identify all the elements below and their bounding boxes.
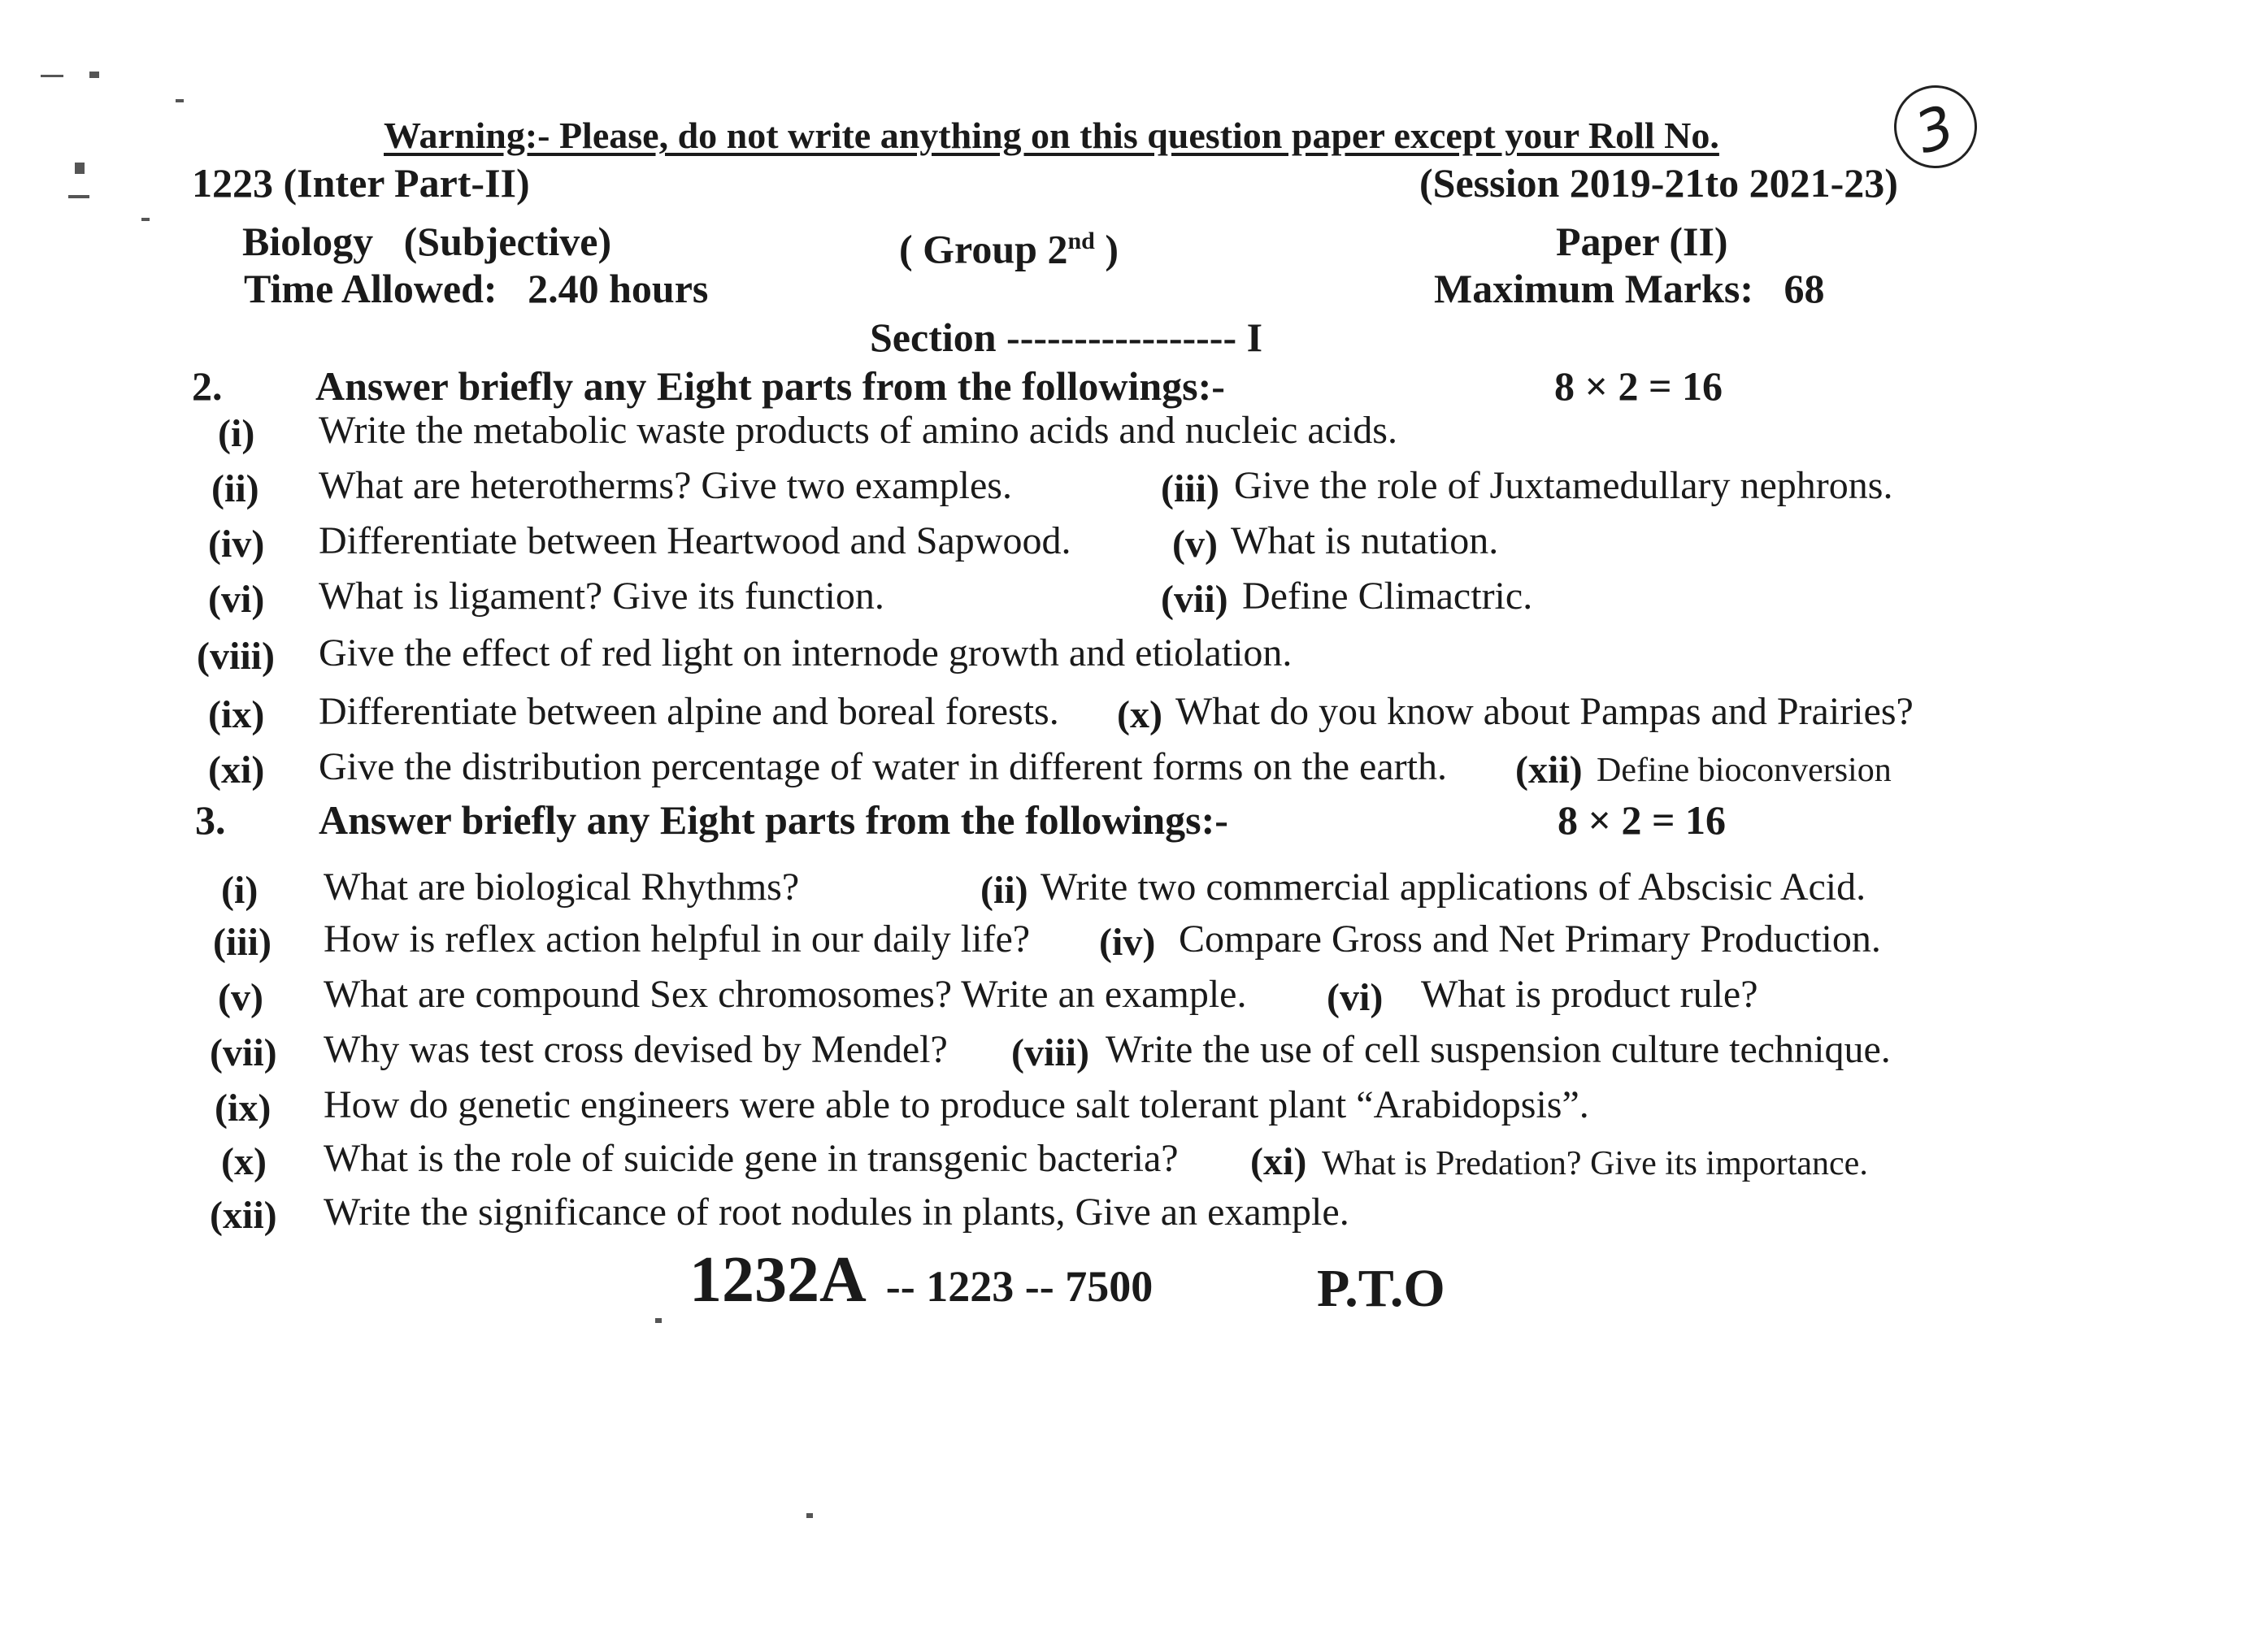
q3-part-number: (i) <box>221 869 259 912</box>
scan-speck <box>141 218 150 221</box>
time-allowed <box>244 265 708 312</box>
q2-part-text: What are heterotherms? Give two examples. <box>319 464 1012 507</box>
q3-part-text: What are biological Rhythms? <box>324 865 800 909</box>
q3-part-text: Write the significance of root nodules in plants, Give an example. <box>324 1191 1349 1234</box>
subject-type: (Subjective) <box>403 219 612 264</box>
scan-speck <box>75 163 85 174</box>
q2-part-number: (v) <box>1172 523 1218 566</box>
session: (Session 2019-21to 2021-23) <box>1419 160 1898 206</box>
q2-part-number: (ii) <box>211 467 259 510</box>
group-suffix: ) <box>1094 226 1119 272</box>
q2-part-text: What is ligament? Give its function. <box>319 575 884 618</box>
q3-part-number: (ix) <box>215 1087 272 1130</box>
q2-part-number: (iii) <box>1161 467 1219 510</box>
q3-instruction: Answer briefly any Eight parts from the followings:- <box>319 797 1228 843</box>
q2-part-number: (viii) <box>197 635 275 678</box>
q3-part-number: (iii) <box>213 921 272 964</box>
scan-speck <box>41 75 63 77</box>
q2-part-number: (iv) <box>208 523 265 566</box>
q3-part-number: (xi) <box>1250 1140 1307 1183</box>
q3-part-number: (x) <box>221 1140 267 1183</box>
q3-part-text: What are compound Sex chromosomes? Write an example. <box>324 973 1247 1016</box>
pto-text: P.T.O <box>1317 1259 1445 1318</box>
scan-speck <box>68 195 89 198</box>
q3-part-text: Write two commercial applications of Abscisic Acid. <box>1041 865 1866 909</box>
group-prefix: ( Group 2 <box>899 226 1068 272</box>
q3-part-text: What is the role of suicide gene in transgenic bacteria? <box>324 1137 1179 1180</box>
group <box>899 218 1119 273</box>
q3-part-text: Compare Gross and Net Primary Production. <box>1179 917 1881 961</box>
scan-speck <box>806 1513 813 1518</box>
time-value: 2.40 hours <box>528 266 709 311</box>
q2-part-text: Differentiate between alpine and boreal forests. <box>319 690 1059 733</box>
q3-part-text: What is Predation? Give its importance. <box>1322 1145 1868 1182</box>
q3-part-number: (v) <box>218 976 263 1019</box>
q3-part-number: (iv) <box>1099 921 1156 964</box>
q2-marks: 8 × 2 = 16 <box>1554 363 1723 409</box>
scan-speck <box>655 1318 662 1323</box>
q2-instruction: Answer briefly any Eight parts from the followings:- <box>315 363 1225 409</box>
subject <box>242 218 611 265</box>
q2-part-number: (xii) <box>1515 748 1583 792</box>
q3-part-text: How do genetic engineers were able to produce salt tolerant plant “Arabidopsis”. <box>324 1083 1589 1126</box>
q3-part-number: (ii) <box>980 869 1028 912</box>
marks-value: 68 <box>1784 266 1825 311</box>
max-marks <box>1434 265 1825 312</box>
paper-number: Paper (II) <box>1556 219 1728 264</box>
group-sup: nd <box>1067 228 1095 254</box>
scan-speck <box>176 99 184 102</box>
q3-part-text: How is reflex action helpful in our daily life? <box>324 917 1031 961</box>
footer-code-rest: -- 1223 -- 7500 <box>885 1262 1154 1311</box>
warning-text: Warning:- Please, do not write anything on this question paper except your Roll No. <box>384 115 1719 156</box>
handwritten-mark-text: 3 <box>1907 92 1963 167</box>
marks-label: Maximum Marks: <box>1434 266 1753 311</box>
footer-code-main: 1232A <box>689 1244 867 1316</box>
q2-part-number: (ix) <box>208 693 265 736</box>
q2-part-text: Give the role of Juxtamedullary nephrons. <box>1234 464 1893 507</box>
q2-part-text: What is nutation. <box>1231 519 1499 562</box>
q2-part-number: (vii) <box>1161 578 1228 621</box>
q2-part-text: What do you know about Pampas and Prairies? <box>1175 690 1914 733</box>
q3-part-number: (xii) <box>210 1194 277 1237</box>
q2-part-number: (xi) <box>208 748 265 792</box>
q2-part-text: Give the effect of red light on internode growth and etiolation. <box>319 631 1293 675</box>
q2-part-text: Differentiate between Heartwood and Sapwood. <box>319 519 1071 562</box>
scan-speck <box>89 72 99 78</box>
q2-part-number: (i) <box>218 412 255 455</box>
q3-part-number: (vii) <box>210 1031 277 1074</box>
subject-name: Biology <box>242 219 374 264</box>
q3-part-number: (vi) <box>1327 976 1384 1019</box>
q3-part-text: What is product rule? <box>1421 973 1758 1016</box>
q2-part-text: Write the metabolic waste products of amino acids and nucleic acids. <box>319 409 1397 452</box>
q2-part-number: (x) <box>1117 693 1162 736</box>
q3-part-text: Write the use of cell suspension culture technique. <box>1106 1028 1891 1071</box>
q2-number: 2. <box>192 363 223 409</box>
q3-part-text: Why was test cross devised by Mendel? <box>324 1028 948 1071</box>
q3-part-number: (viii) <box>1011 1031 1089 1074</box>
q2-part-number: (vi) <box>208 578 265 621</box>
paper-code-footer <box>689 1243 1153 1317</box>
q3-marks: 8 × 2 = 16 <box>1558 797 1726 843</box>
q2-part-text: Define Climactric. <box>1242 575 1533 618</box>
handwritten-circle-mark <box>1883 75 1988 180</box>
time-label: Time Allowed: <box>244 266 497 311</box>
q3-number: 3. <box>195 797 226 843</box>
q2-part-text: Define bioconversion <box>1597 752 1892 789</box>
paper-code: 1223 (Inter Part-II) <box>192 160 530 206</box>
q2-part-text: Give the distribution percentage of water in different forms on the earth. <box>319 745 1447 788</box>
section-title: Section ----------------- I <box>870 314 1263 360</box>
